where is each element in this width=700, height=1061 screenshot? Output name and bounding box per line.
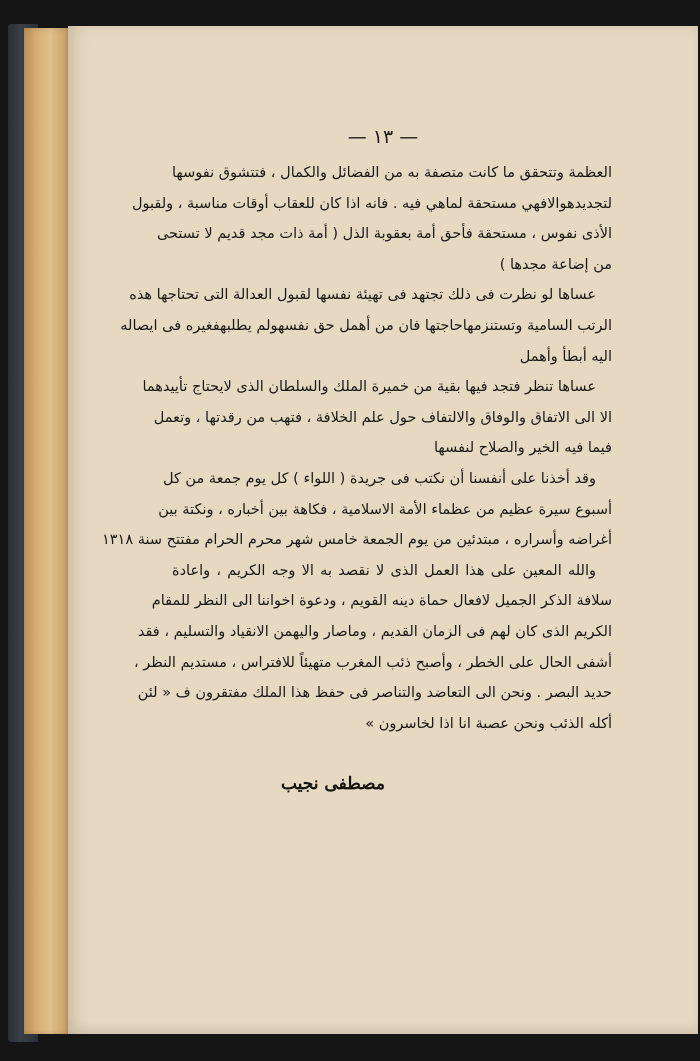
text-line: اليه أبطأ وأهمل bbox=[519, 348, 612, 365]
text-line: أغراضه وأسراره ، مبتدئين من يوم الجمعة خامس شهر محرم الحرام مفتتح سنة ١٣١٨ bbox=[101, 532, 612, 549]
text-line: الكريم الذى كان لهم فى الزمان القديم ، وماصار واليهمن الانقياد والتسليم ، فقد bbox=[137, 623, 612, 640]
text-line: أشفى الحال على الخطر ، وأصبح ذئب المغرب متهيئاً للافتراس ، مستديم النظر ، bbox=[133, 654, 612, 671]
text-line: العظمة وتتحقق ما كانت متصفة به من الفضائل والكمال ، فتتشوق نفوسها bbox=[172, 165, 612, 181]
page-number: — ١٣ — bbox=[347, 126, 419, 148]
text-line: سلافة الذكر الجميل لافعال حماة دينه القويم ، ودعوة اخواننا الى النظر للمقام bbox=[151, 593, 612, 610]
page-stack-edge bbox=[24, 28, 72, 1034]
text-line: الرتب السامية وتستنزمهاحاجتها فان من أهمل حق نفسهولم يطلبهفغيره فى ايصاله bbox=[120, 317, 612, 334]
text-line: عساها تنظر فتجد فيها بقية من خميرة الملك والسلطان الذى لايحتاج تأييدهما bbox=[142, 379, 596, 396]
text-line: الا الى الاتفاق والوفاق والالتفاف حول علم الخلافة ، فتهب من رقدتها ، وتعمل bbox=[153, 409, 612, 426]
body-text bbox=[101, 158, 612, 739]
text-line: من إضاعة مجدها ) bbox=[499, 256, 612, 273]
text-line: أسبوع سيرة عظيم من عظماء الأمة الاسلامية ، فكاهة بين أخباره ، ونكتة بين bbox=[158, 501, 612, 518]
text-line: حديد البصر . ونحن الى التعاضد والتناصر فى حفظ هذا الملك مفتقرون ف « لئن bbox=[137, 685, 612, 702]
text-line: لتجديدهوالافهي مستحقة لماهي فيه . فانه اذا كان للعقاب أوقات مناسبة ، ولقبول bbox=[131, 195, 612, 212]
text-line: والله المعين على هذا العمل الذى لا نقصد به الا وجه الكريم ، واعادة bbox=[172, 562, 596, 579]
book-page bbox=[68, 26, 698, 1034]
author-signature: مصطفى نجيب bbox=[280, 774, 385, 794]
text-line: وقد أخذنا على أنفسنا أن نكتب فى جريدة ( اللواء ) كل يوم جمعة من كل bbox=[162, 470, 596, 487]
text-line: فيما فيه الخير والصلاح لنفسها bbox=[433, 440, 612, 457]
text-line: أكله الذئب ونحن عصبة انا اذا لخاسرون » bbox=[365, 715, 612, 732]
text-line: الأذى نفوس ، مستحقة فأحق أمة بعقوبة الذل ( أمة ذات مجد قديم لا تستحى bbox=[156, 226, 612, 243]
text-line: عساها لو نظرت فى ذلك تجتهد فى تهيئة نفسها لقبول العدالة التى تحتاجها هذه bbox=[129, 287, 596, 304]
